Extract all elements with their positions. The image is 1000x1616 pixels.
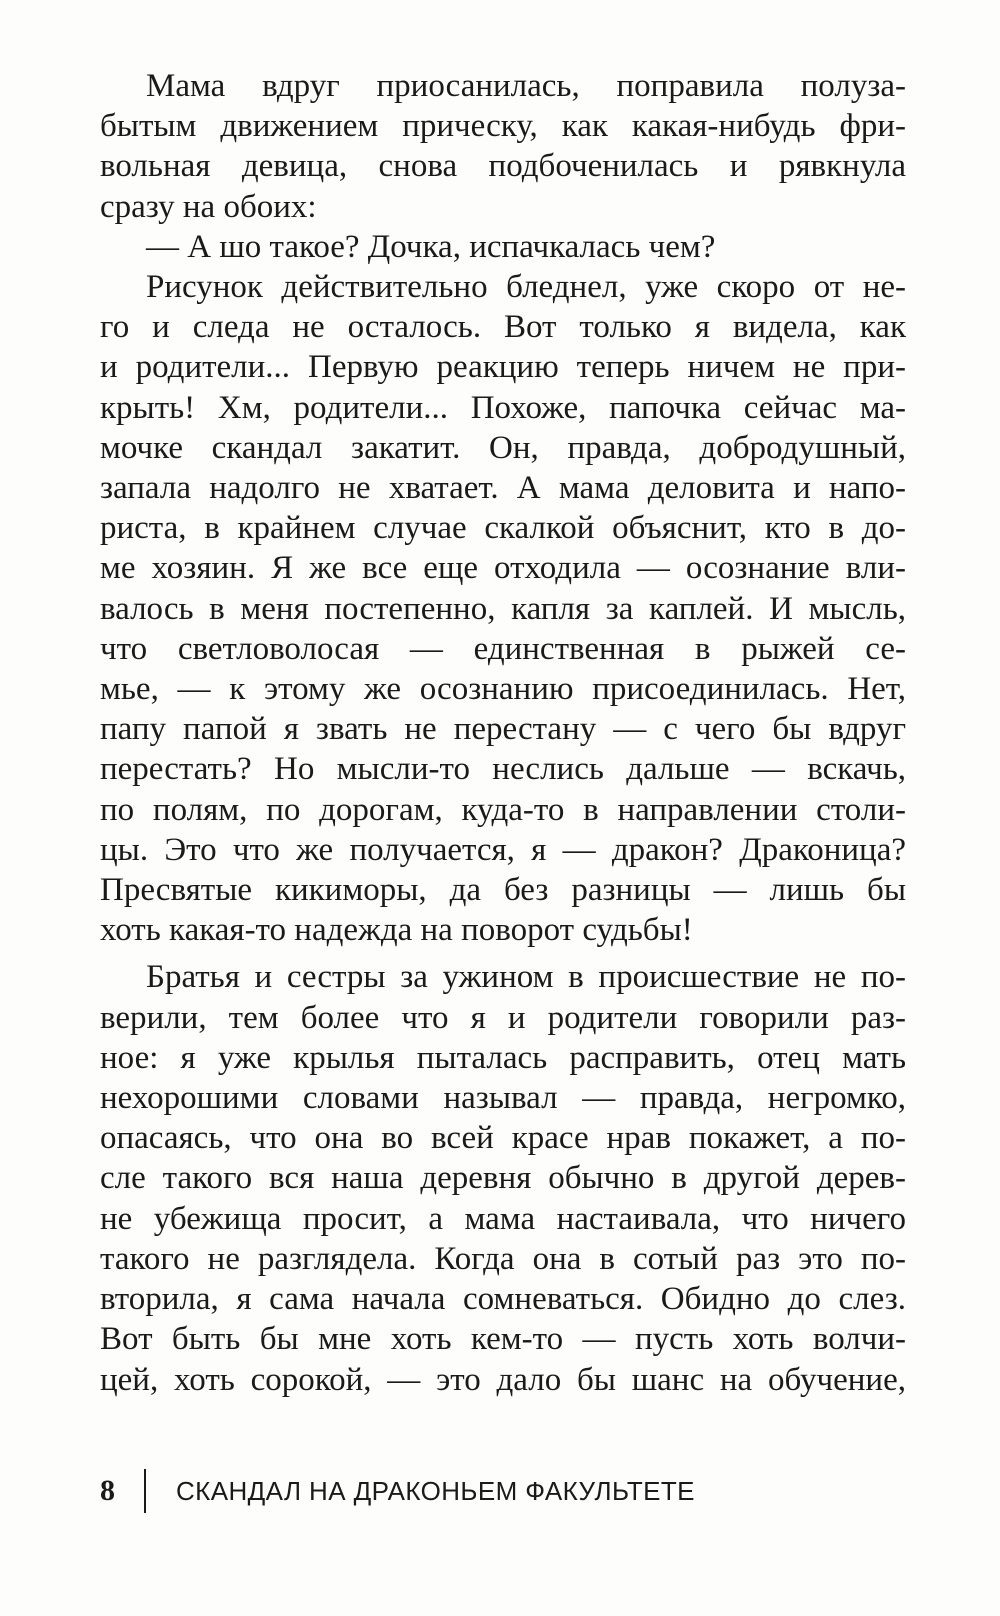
text-line: сразу на обоих: <box>100 188 317 225</box>
text-line: валось в меня постепенно, капля за каплей. И мысль, <box>100 590 906 627</box>
page-number: 8 <box>100 1474 115 1507</box>
paragraph-3 <box>100 267 906 950</box>
paragraph-4 <box>100 957 906 1399</box>
text-line: папу папой я звать не перестану — с чего бы вдруг <box>100 711 906 748</box>
text-line: Пресвятые кикиморы, да без разницы — лишь бы <box>100 872 906 909</box>
text-line: Мама вдруг приосанилась, поправила полуза- <box>146 68 906 104</box>
text-line: опасаясь, что она во всей красе нрав покажет, а по- <box>100 1120 906 1157</box>
text-line: цы. Это что же получается, я — дракон? Драконица? <box>100 831 906 868</box>
text-line: мочке скандал закатит. Он, правда, добродушный, <box>100 429 906 466</box>
text-line: вторила, я сама начала сомневаться. Обидно до слез. <box>100 1281 906 1318</box>
footer-divider <box>144 1469 146 1513</box>
body-text <box>100 66 906 1400</box>
text-line: ное: я уже крылья пыталась расправить, отец мать <box>100 1039 906 1076</box>
text-line: Братья и сестры за ужином в происшествие не по- <box>146 959 906 996</box>
text-line: Рисунок действительно бледнел, уже скоро от не- <box>146 269 906 306</box>
running-title: СКАНДАЛ НА ДРАКОНЬЕМ ФАКУЛЬТЕТЕ <box>176 1475 695 1506</box>
text-line: запала надолго не хватает. А мама деловита и напо- <box>100 470 906 507</box>
text-line: перестать? Но мысли-то неслись дальше — вскачь, <box>100 751 906 788</box>
text-line: такого не разглядела. Когда она в сотый раз это по- <box>100 1240 906 1277</box>
text-line: ме хозяин. Я же все еще отходила — осознание вли- <box>100 550 906 587</box>
text-line: по полям, по дорогам, куда-то в направлении столи- <box>100 791 906 828</box>
text-line: Вот быть бы мне хоть кем-то — пусть хоть волчи- <box>100 1321 906 1358</box>
page-footer <box>100 1468 695 1514</box>
text-line: что светловолосая — единственная в рыжей се- <box>100 630 906 667</box>
text-line: риста, в крайнем случае скалкой объяснит, кто в до- <box>100 510 906 547</box>
text-line: мье, — к этому же осознанию присоединилась. Нет, <box>100 671 906 708</box>
text-line: крыть! Хм, родители... Похоже, папочка сейчас ма- <box>100 389 906 426</box>
text-line: хоть какая-то надежда на поворот судьбы! <box>100 912 693 949</box>
text-line: вольная девица, снова подбоченилась и рявкнула <box>100 148 906 185</box>
text-line: цей, хоть сорокой, — это дало бы шанс на обучение, <box>100 1361 906 1398</box>
text-line: — А шо такое? Дочка, испачкалась чем? <box>146 228 716 265</box>
paragraph-1 <box>100 66 906 227</box>
text-line: сле такого вся наша деревня обычно в другой дерев- <box>100 1160 906 1197</box>
paragraph-2 <box>100 227 906 267</box>
text-line: нехорошими словами называл — правда, негромко, <box>100 1080 906 1117</box>
text-line: не убежища просит, а мама настаивала, что ничего <box>100 1200 906 1237</box>
text-line: верили, тем более что я и родители говорили раз- <box>100 999 906 1036</box>
text-line: и родители... Первую реакцию теперь ничем не при- <box>100 349 906 386</box>
text-line: бытым движением прическу, как какая-нибудь фри- <box>100 108 906 145</box>
text-line: го и следа не осталось. Вот только я видела, как <box>100 309 906 346</box>
